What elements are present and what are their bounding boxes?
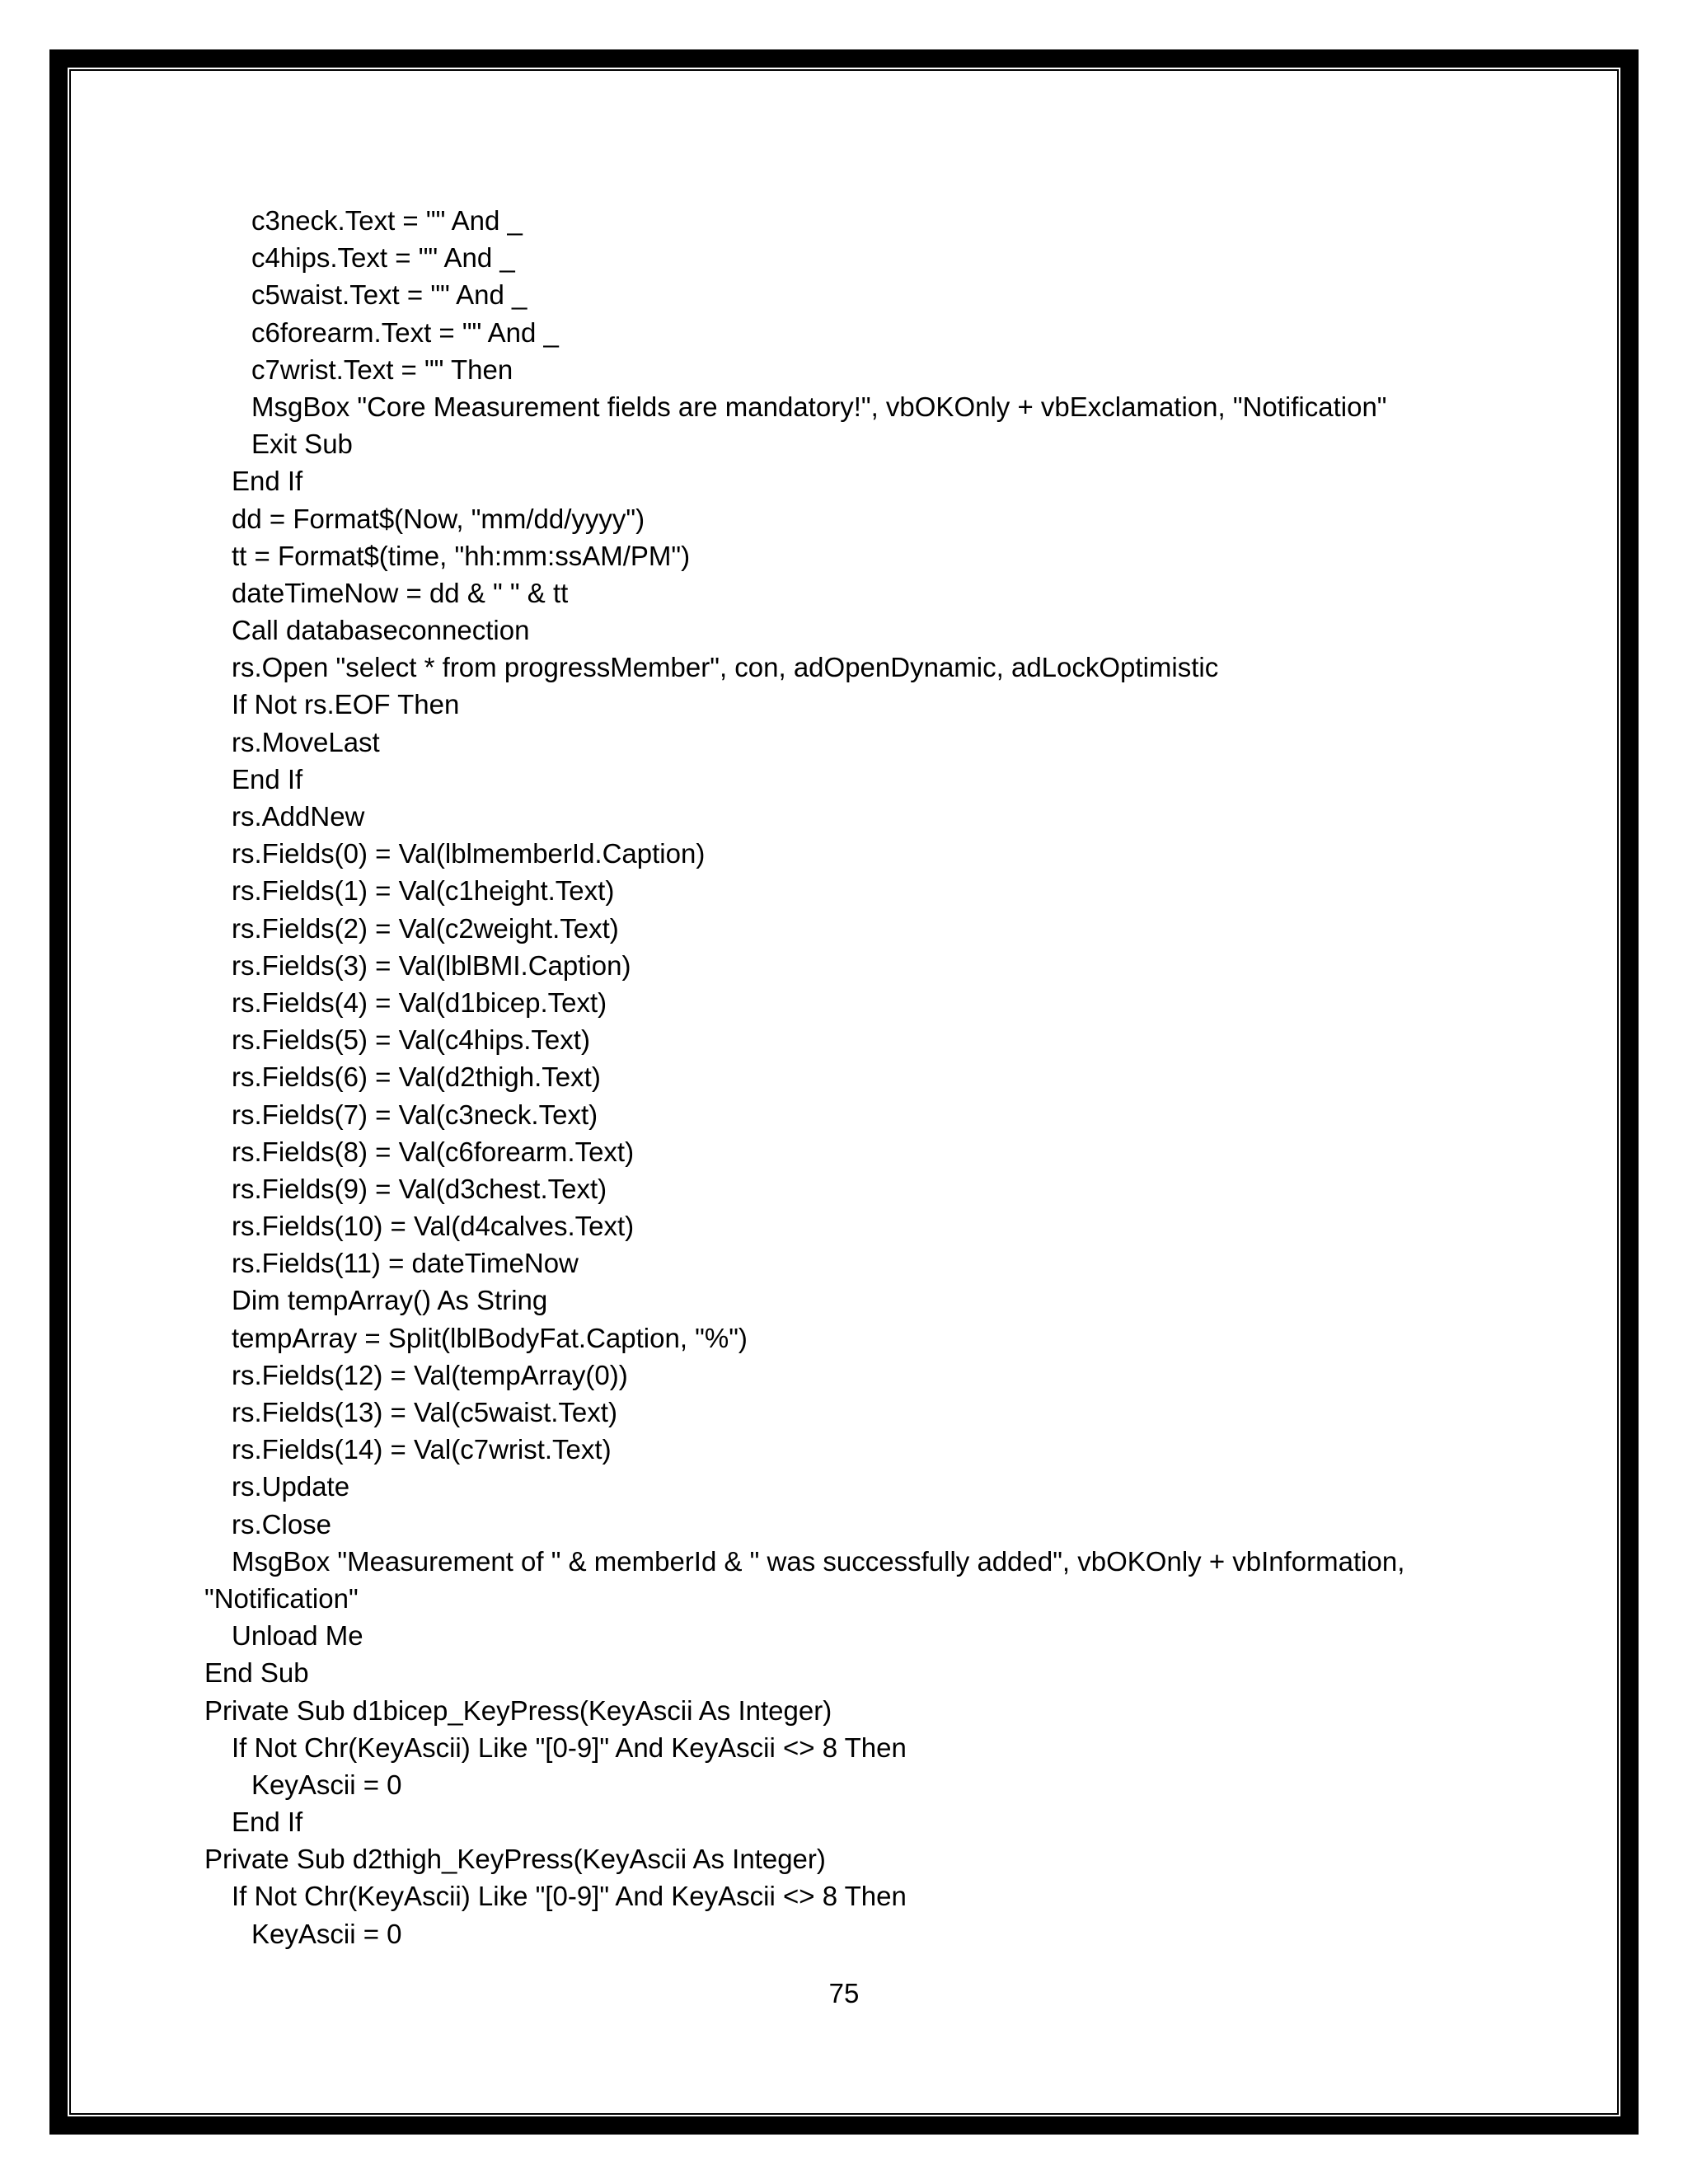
code-line: rs.Fields(2) = Val(c2weight.Text): [232, 912, 619, 944]
code-line: rs.Fields(10) = Val(d4calves.Text): [232, 1211, 635, 1242]
code-line: rs.MoveLast: [232, 726, 380, 757]
code-line: rs.Fields(1) = Val(c1height.Text): [232, 875, 615, 907]
code-line: rs.Fields(7) = Val(c3neck.Text): [232, 1099, 598, 1130]
code-line: If Not rs.EOF Then: [232, 689, 460, 720]
code-line: rs.Fields(3) = Val(lblBMI.Caption): [232, 949, 631, 981]
code-line: End If: [232, 1807, 303, 1838]
code-line: rs.Fields(14) = Val(c7wrist.Text): [232, 1434, 612, 1465]
code-line: End Sub: [204, 1657, 309, 1689]
code-line: KeyAscii = 0: [251, 1918, 402, 1949]
code-line: Dim tempArray() As String: [232, 1285, 548, 1316]
code-line: If Not Chr(KeyAscii) Like "[0-9]" And KeyAscii <> 8 Then: [232, 1732, 907, 1763]
code-line: rs.Fields(5) = Val(c4hips.Text): [232, 1024, 590, 1056]
code-line: MsgBox "Measurement of " & memberId & " was successfully added", vbOKOnly + vbInformation,: [232, 1545, 1405, 1577]
code-line: dd = Format$(Now, "mm/dd/yyyy"): [232, 503, 645, 534]
code-line: dateTimeNow = dd & " " & tt: [232, 577, 569, 608]
code-line: "Notification": [204, 1582, 359, 1614]
code-line: rs.Fields(6) = Val(d2thigh.Text): [232, 1062, 601, 1093]
code-line: rs.Fields(8) = Val(c6forearm.Text): [232, 1136, 635, 1167]
code-line: Call databaseconnection: [232, 615, 530, 646]
code-line: rs.Fields(9) = Val(d3chest.Text): [232, 1173, 607, 1204]
code-line: tt = Format$(time, "hh:mm:ssAM/PM"): [232, 540, 691, 571]
code-line: c3neck.Text = "" And _: [251, 205, 523, 236]
code-line: Unload Me: [232, 1620, 363, 1652]
code-line: rs.Update: [232, 1471, 350, 1502]
code-line: KeyAscii = 0: [251, 1769, 402, 1800]
code-line: c4hips.Text = "" And _: [251, 242, 515, 274]
code-line: End If: [232, 466, 303, 497]
code-line: rs.AddNew: [232, 801, 365, 832]
code-line: rs.Fields(0) = Val(lblmemberId.Caption): [232, 838, 706, 869]
code-line: End If: [232, 763, 303, 794]
page-number: 75: [828, 1978, 860, 2008]
code-line: c6forearm.Text = "" And _: [251, 316, 559, 348]
code-listing: [0, 202, 1688, 1952]
code-line: rs.Close: [232, 1508, 332, 1540]
code-line: rs.Open "select * from progressMember", con, adOpenDynamic, adLockOptimistic: [232, 652, 1219, 683]
code-line: MsgBox "Core Measurement fields are mandatory!", vbOKOnly + vbExclamation, "Notification": [251, 391, 1387, 422]
code-line: c5waist.Text = "" And _: [251, 279, 528, 311]
code-line: tempArray = Split(lblBodyFat.Caption, "%"): [232, 1322, 748, 1353]
code-line: rs.Fields(4) = Val(d1bicep.Text): [232, 987, 607, 1018]
code-line: c7wrist.Text = "" Then: [251, 354, 513, 385]
code-line: rs.Fields(12) = Val(tempArray(0)): [232, 1359, 628, 1390]
code-line: Exit Sub: [251, 429, 353, 460]
code-line: Private Sub d1bicep_KeyPress(KeyAscii As Integer): [204, 1694, 832, 1726]
code-line: If Not Chr(KeyAscii) Like "[0-9]" And KeyAscii <> 8 Then: [232, 1881, 907, 1912]
code-line: rs.Fields(13) = Val(c5waist.Text): [232, 1397, 617, 1427]
code-line: rs.Fields(11) = dateTimeNow: [232, 1248, 579, 1279]
code-line: Private Sub d2thigh_KeyPress(KeyAscii As Integer): [204, 1844, 826, 1875]
